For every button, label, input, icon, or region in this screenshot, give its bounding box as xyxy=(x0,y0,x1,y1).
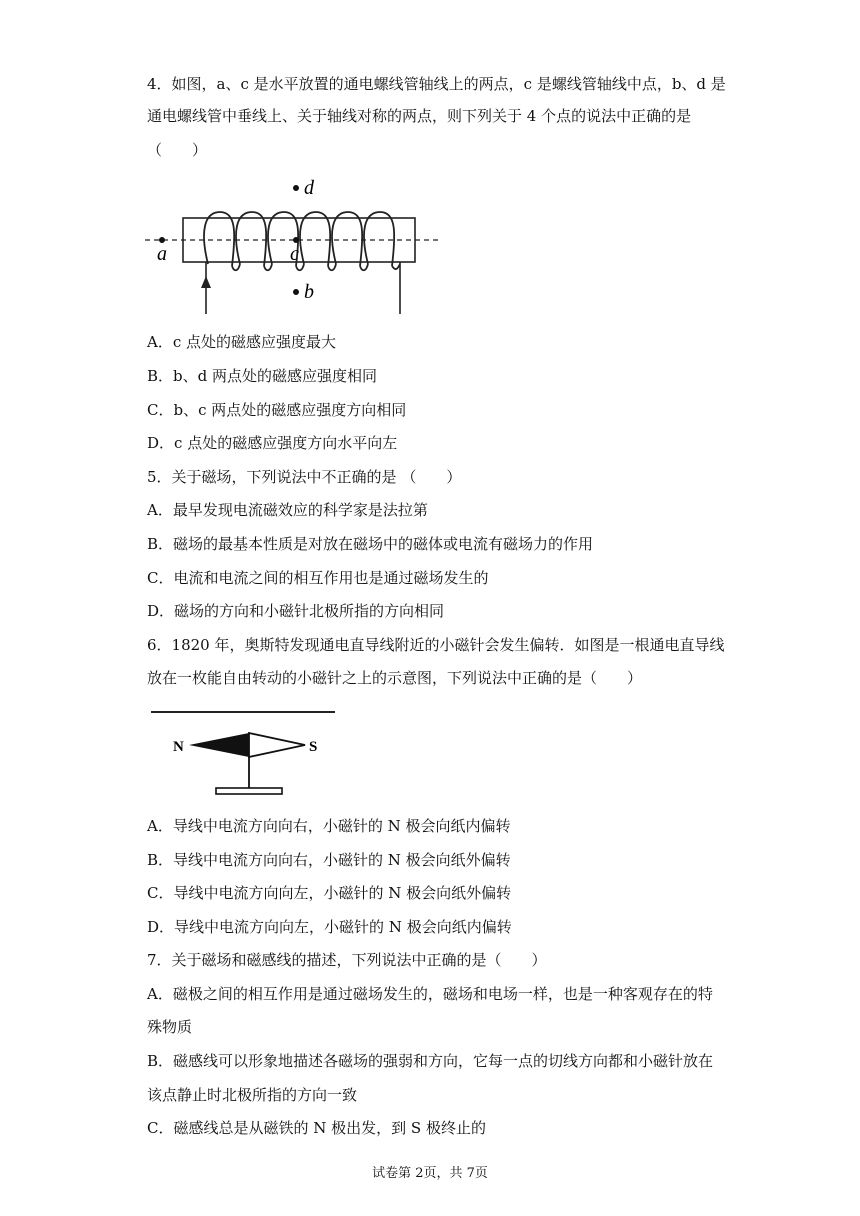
q5-option-b: B．磁场的最基本性质是对放在磁场中的磁体或电流有磁场力的作用 xyxy=(147,535,594,553)
solenoid-figure xyxy=(140,172,450,322)
label-a: a xyxy=(157,243,167,265)
q6-stem-line-2: 放在一枚能自由转动的小磁针之上的示意图，下列说法中正确的是（ ） xyxy=(147,669,643,687)
q6-option-c: C．导线中电流方向向左，小磁针的 N 极会向纸外偏转 xyxy=(147,884,512,902)
needle-base xyxy=(216,788,282,794)
q6-stem-line-1: 6．1820 年，奥斯特发现通电直导线附近的小磁针会发生偏转．如图是一根通电直导线 xyxy=(147,636,725,654)
q4-option-a: A．c 点处的磁感应强度最大 xyxy=(147,333,337,351)
compass-needle-figure xyxy=(145,700,345,800)
q7-option-a-line-1: A．磁极之间的相互作用是通过磁场发生的，磁场和电场一样，也是一种客观存在的特 xyxy=(147,985,713,1003)
q5-stem: 5．关于磁场，下列说法中不正确的是 （ ） xyxy=(147,468,462,486)
needle-north-half xyxy=(189,733,249,757)
label-n: N xyxy=(173,739,184,755)
q5-option-d: D．磁场的方向和小磁针北极所指的方向相同 xyxy=(147,602,445,620)
q4-option-c: C．b、c 两点处的磁感应强度方向相同 xyxy=(147,401,407,419)
point-d-dot xyxy=(293,185,299,191)
q7-option-b-line-2: 该点静止时北极所指的方向一致 xyxy=(147,1086,358,1104)
q7-option-a-line-2: 殊物质 xyxy=(147,1018,193,1036)
label-c: c xyxy=(290,243,299,265)
page-footer: 试卷第 2页，共 7页 xyxy=(372,1166,488,1181)
q7-option-b-line-1: B．磁感线可以形象地描述各磁场的强弱和方向，它每一点的切线方向都和小磁针放在 xyxy=(147,1052,714,1070)
q7-stem: 7．关于磁场和磁感线的描述，下列说法中正确的是（ ） xyxy=(147,951,547,969)
q7-option-c: C．磁感线总是从磁铁的 N 极出发，到 S 极终止的 xyxy=(147,1119,486,1137)
q6-option-b: B．导线中电流方向向右，小磁针的 N 极会向纸外偏转 xyxy=(147,851,511,869)
q6-option-d: D．导线中电流方向向左，小磁针的 N 极会向纸内偏转 xyxy=(147,918,512,936)
label-d: d xyxy=(304,177,314,199)
q5-option-a: A．最早发现电流磁效应的科学家是法拉第 xyxy=(147,501,428,519)
q5-option-c: C．电流和电流之间的相互作用也是通过磁场发生的 xyxy=(147,569,489,587)
q4-option-b: B．b、d 两点处的磁感应强度相同 xyxy=(147,367,377,385)
label-s: S xyxy=(309,739,318,755)
needle-south-half xyxy=(249,733,305,757)
q4-answer-paren: （ ） xyxy=(147,141,208,159)
q6-option-a: A．导线中电流方向向右，小磁针的 N 极会向纸内偏转 xyxy=(147,817,511,835)
label-b: b xyxy=(304,281,314,303)
current-arrow-icon xyxy=(201,276,211,288)
point-b-dot xyxy=(293,289,299,295)
q4-stem-line-1: 4．如图，a、c 是水平放置的通电螺线管轴线上的两点，c 是螺线管轴线中点，b、d 是 xyxy=(147,75,726,93)
q4-stem-line-2: 通电螺线管中垂线上、关于轴线对称的两点，则下列关于 4 个点的说法中正确的是 xyxy=(147,107,692,125)
q4-option-d: D．c 点处的磁感应强度方向水平向左 xyxy=(147,434,398,452)
